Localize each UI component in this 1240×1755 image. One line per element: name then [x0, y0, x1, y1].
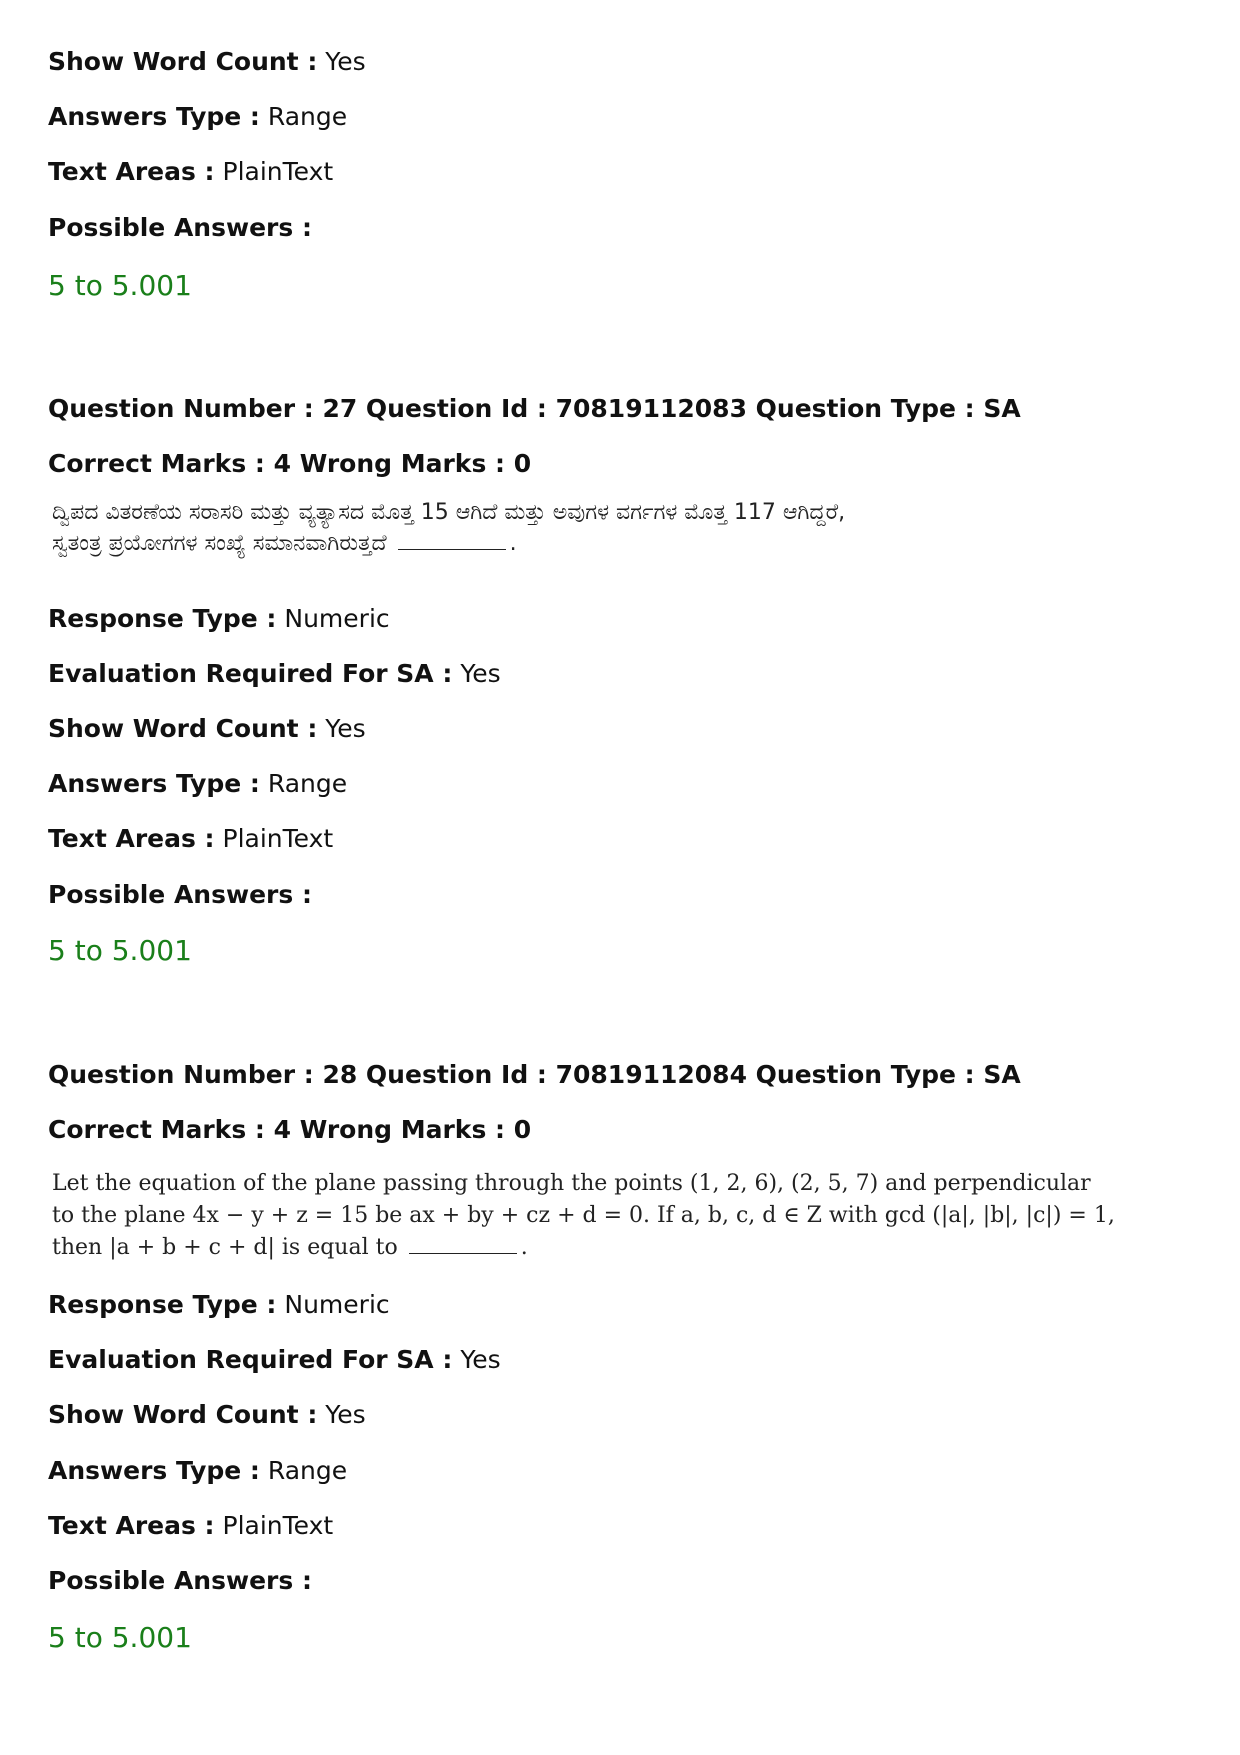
field-label: Response Type :	[48, 1290, 277, 1319]
field-value: Range	[267, 102, 348, 131]
question-marks	[48, 448, 531, 480]
answer-blank	[409, 1235, 517, 1254]
field-value: PlainText	[222, 824, 334, 853]
field-label: Possible Answers :	[48, 213, 312, 242]
field-label: Answers Type :	[48, 1456, 260, 1485]
question-text-segment: then |a + b + c + d| is equal to	[52, 1235, 398, 1260]
possible-answer-value: 5 to 5.001	[48, 934, 192, 967]
question-marks-text: Correct Marks : 4 Wrong Marks : 0	[48, 449, 532, 478]
question-text-line: ಸ್ವತಂತ್ರ ಪ್ರಯೋಗಗಳ ಸಂಖ್ಯೆ ಸಮಾನವಾಗಿರುತ್ತದೆ .	[52, 531, 517, 556]
question-marks-text: Correct Marks : 4 Wrong Marks : 0	[48, 1115, 532, 1144]
answers-type-row	[48, 101, 347, 133]
field-label: Answers Type :	[48, 769, 260, 798]
field-value: Range	[267, 769, 348, 798]
field-value: Yes	[460, 1345, 501, 1374]
field-label: Text Areas :	[48, 1511, 215, 1540]
question-text-line: Let the equation of the plane passing through the points (1, 2, 6), (2, 5, 7) and perpendicular	[52, 1171, 1091, 1196]
answers-type-row	[48, 768, 347, 800]
text-areas-row	[48, 156, 333, 188]
text-areas-row	[48, 823, 333, 855]
question-header	[48, 1059, 1021, 1091]
question-header	[48, 393, 1021, 425]
field-value: Yes	[460, 659, 501, 688]
field-label: Answers Type :	[48, 102, 260, 131]
field-label: Evaluation Required For SA :	[48, 1345, 453, 1374]
text-areas-row	[48, 1510, 333, 1542]
question-text	[52, 1168, 1115, 1264]
field-value: PlainText	[222, 157, 334, 186]
question-header-text: Question Number : 27 Question Id : 70819112083 Question Type : SA	[48, 394, 1021, 423]
question-text-line: to the plane 4x − y + z = 15 be ax + by + cz + d = 0. If a, b, c, d ∈ Z with gcd (|a|, |b|, |c|) = 1,	[52, 1203, 1115, 1228]
question-header-text: Question Number : 28 Question Id : 70819112084 Question Type : SA	[48, 1060, 1021, 1089]
answers-type-row	[48, 1455, 347, 1487]
field-label: Show Word Count :	[48, 714, 318, 743]
possible-answers-row	[48, 212, 312, 244]
question-text-line: then |a + b + c + d| is equal to .	[52, 1235, 528, 1260]
possible-answers-row	[48, 879, 312, 911]
evaluation-required-row	[48, 1344, 501, 1376]
question-text-segment: ಸ್ವತಂತ್ರ ಪ್ರಯೋಗಗಳ ಸಂಖ್ಯೆ ಸಮಾನವಾಗಿರುತ್ತದೆ	[52, 531, 387, 556]
question-text-line: ದ್ವಿಪದ ವಿತರಣೆಯ ಸರಾಸರಿ ಮತ್ತು ವ್ಯತ್ಯಾಸದ ಮೊತ್ತ 15 ಆಗಿದೆ ಮತ್ತು ಅವುಗಳ ವರ್ಗಗಳ ಮೊತ್ತ 117 ಆಗಿದ್ದರೆ,	[52, 500, 846, 525]
field-value: Yes	[325, 47, 366, 76]
answer-blank	[398, 531, 506, 550]
field-label: Text Areas :	[48, 824, 215, 853]
field-label: Possible Answers :	[48, 880, 312, 909]
field-label: Show Word Count :	[48, 1400, 318, 1429]
field-value: PlainText	[222, 1511, 334, 1540]
show-word-count-row	[48, 1399, 366, 1431]
evaluation-required-row	[48, 658, 501, 690]
field-value: Yes	[325, 714, 366, 743]
question-marks	[48, 1114, 531, 1146]
show-word-count-row	[48, 46, 366, 78]
response-type-row	[48, 603, 390, 635]
response-type-row	[48, 1289, 390, 1321]
field-value: Range	[267, 1456, 348, 1485]
field-label: Show Word Count :	[48, 47, 318, 76]
possible-answers-row	[48, 1565, 312, 1597]
field-label: Response Type :	[48, 604, 277, 633]
question-text	[52, 500, 845, 556]
possible-answer-value: 5 to 5.001	[48, 269, 192, 302]
show-word-count-row	[48, 713, 366, 745]
field-value: Yes	[325, 1400, 366, 1429]
field-value: Numeric	[284, 1290, 390, 1319]
possible-answer-value: 5 to 5.001	[48, 1621, 192, 1654]
field-label: Evaluation Required For SA :	[48, 659, 453, 688]
field-label: Text Areas :	[48, 157, 215, 186]
field-value: Numeric	[284, 604, 390, 633]
field-label: Possible Answers :	[48, 1566, 312, 1595]
